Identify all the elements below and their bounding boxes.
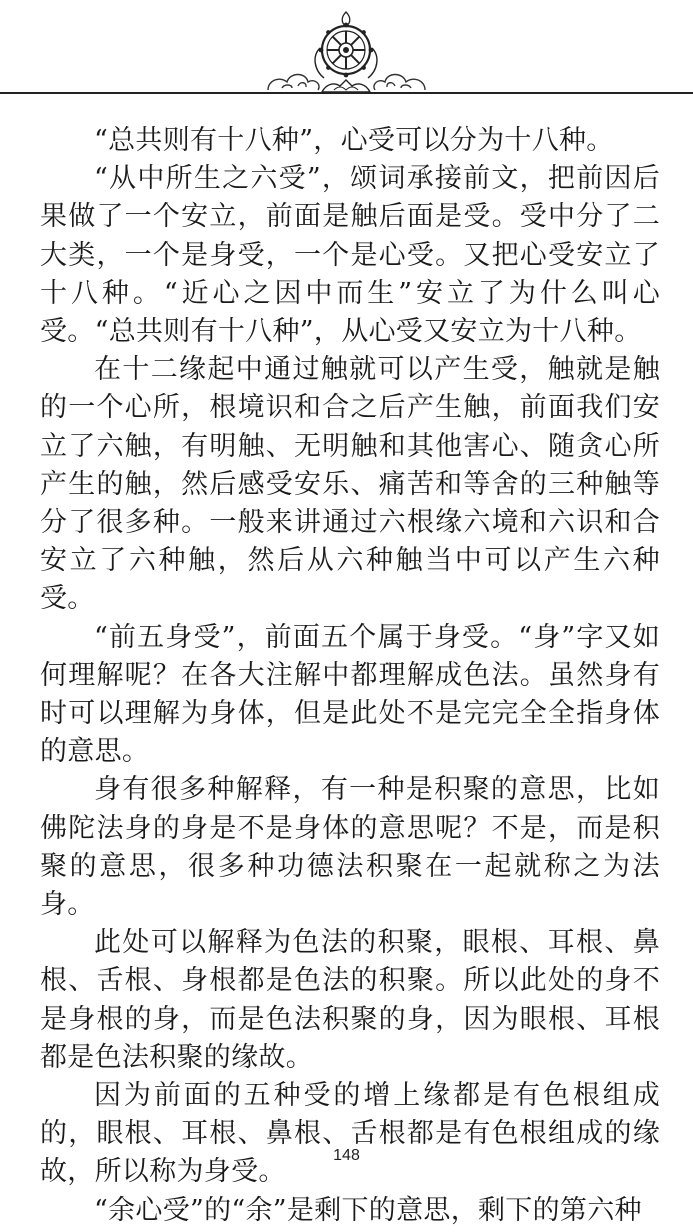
paragraph: 因为前面的五种受的增上缘都是有色根组成的，眼根、耳根、鼻根、舌根都是有色根组成的缘故，所以称为身受。 [40,1080,660,1188]
cloud-right-icon [374,75,425,91]
paragraph: “余心受”的“余”是剩下的意思，剩下的第六种 [94,1194,642,1226]
paragraph: 此处可以解释为色法的积聚，眼根、耳根、鼻根、舌根、身根都是色法的积聚。所以此处的身不是身根的身，而是色法积聚的身，因为眼根、耳根都是色法积聚的缘故。 [40,927,660,1073]
paragraph: 在十二缘起中通过触就可以产生受，触就是触的一个心所，根境识和合之后产生触，前面我们安立了六触，有明触、无明触和其他害心、随贪心所产生的触，然后感受安乐、痛苦和等舍的三种触等分了很多种。一般来讲通过六根缘六境和六识和合安立了六种触，然后从六种触当中可以产生六种受。 [40,354,660,615]
main-text [40,122,660,1230]
dharma-wheel-icon [315,12,377,92]
paragraph: “从中所生之六受”，颂词承接前文，把前因后果做了一个安立，前面是触后面是受。受中分了二大类，一个是身受，一个是心受。又把心受安立了十八种。“近心之因中而生”安立了为什么叫心受。“总共则有十八种”，从心受又安立为十八种。 [40,163,660,348]
cloud-left-icon [268,75,319,91]
page-number: 148 [333,1147,360,1164]
header-ornament [0,0,693,110]
paragraph: “前五身受”，前面五个属于身受。“身”字又如何理解呢？在各大注解中都理解成色法。虽然身有时可以理解为身体，但是此处不是完完全全指身体的意思。 [40,621,660,768]
paragraph: 身有很多种解释，有一种是积聚的意思，比如佛陀法身的身是不是身体的意思呢？不是，而是积聚的意思，很多种功德法积聚在一起就称之为法身。 [40,774,660,921]
paragraph: “总共则有十八种”，心受可以分为十八种。 [94,125,614,156]
